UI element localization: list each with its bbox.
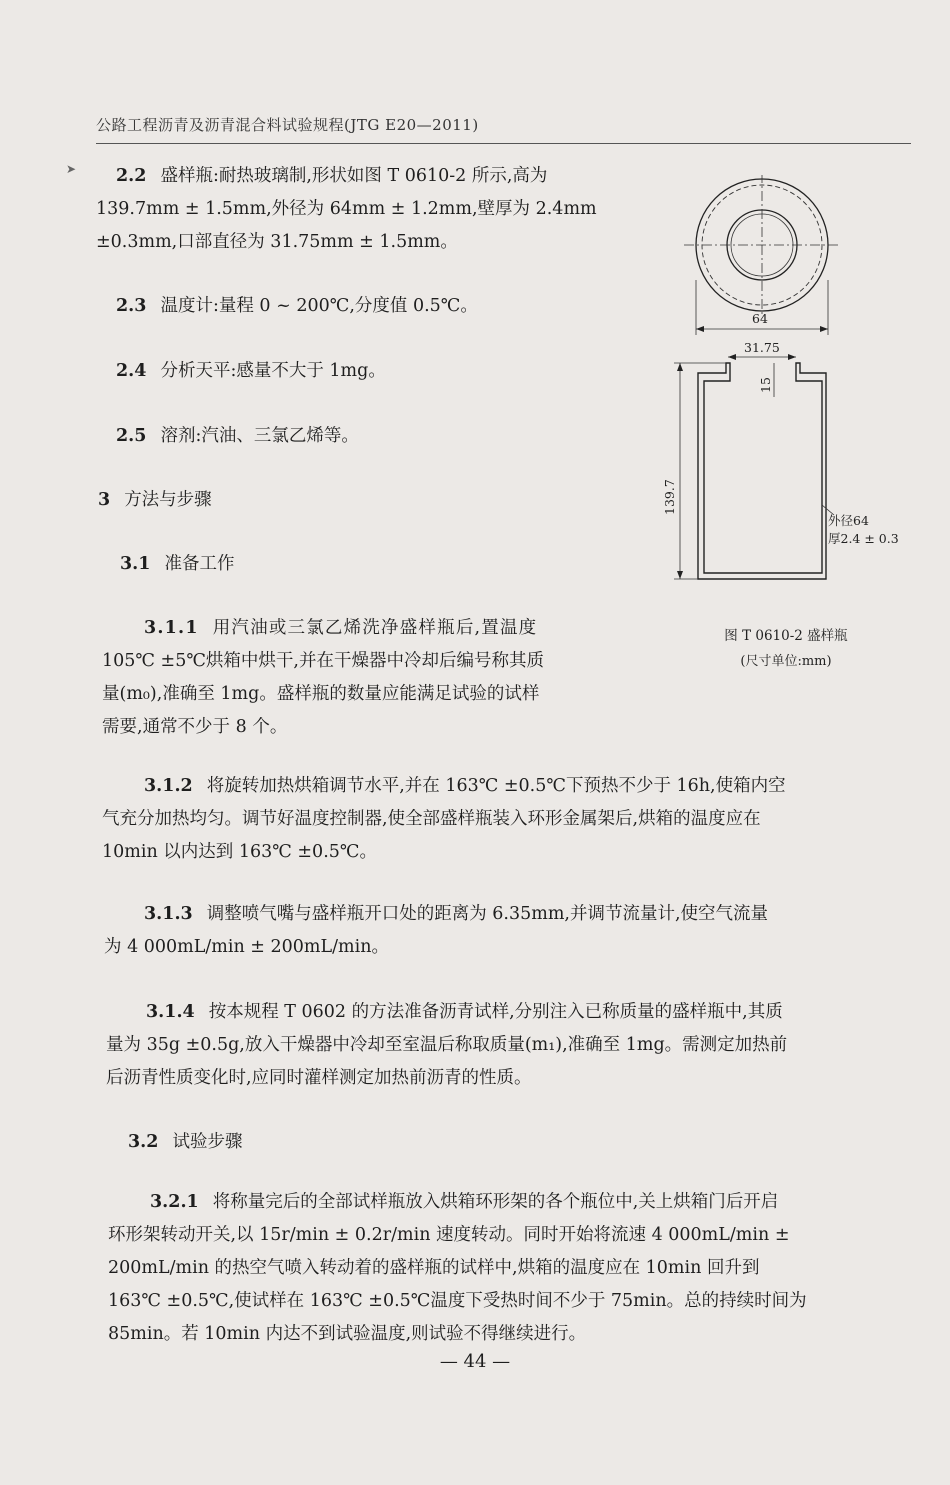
section-2-3 [116, 290, 478, 323]
section-3-1-1-line-1 [144, 612, 537, 645]
section-number: 3 [98, 490, 111, 510]
figure-caption: 图 T 0610-2 盛样瓶 [724, 628, 848, 644]
section-3-1-3-line-1 [144, 898, 768, 931]
arrow-icon [677, 571, 683, 579]
section-2-2-line-3: ±0.3mm,口部直径为 31.75mm ± 1.5mm。 [96, 232, 458, 252]
section-number: 3.1.4 [146, 1002, 195, 1022]
section-number: 3.1.2 [144, 776, 193, 796]
bottle-drawing [640, 175, 920, 675]
section-3-2-1-line-3: 200mL/min 的热空气喷入转动着的盛样瓶的试样中,烘箱的温度应在 10min 回升到 [108, 1258, 760, 1278]
section-3-1-1-line-2: 105℃ ±5℃烘箱中烘干,并在干燥器中冷却后编号称其质 [102, 651, 544, 671]
section-text: 溶剂:汽油、三氯乙烯等。 [160, 426, 359, 446]
section-2-5 [116, 420, 359, 453]
running-header: 公路工程沥青及沥青混合料试验规程(JTG E20—2011) [96, 116, 479, 134]
section-text: 温度计:量程 0 ~ 200℃,分度值 0.5℃。 [160, 296, 478, 316]
bottle-section [698, 363, 826, 579]
section-text: 将称量完后的全部试样瓶放入烘箱环形架的各个瓶位中,关上烘箱门后开启 [212, 1192, 779, 1212]
section-3-1-1-line-3: 量(m₀),准确至 1mg。盛样瓶的数量应能满足试验的试样 [102, 684, 540, 704]
section-number: 3.1 [120, 554, 151, 574]
dim-label-neck: 15 [758, 377, 773, 393]
dim-label-mouth: 31.75 [744, 340, 780, 355]
section-3-1-4-line-2: 量为 35g ±0.5g,放入干燥器中冷却至室温后称取质量(m₁),准确至 1mg。需测定加热前 [106, 1035, 788, 1055]
page-number: — 44 — [439, 1351, 511, 1372]
arrow-icon [820, 326, 828, 332]
section-3-1-3-line-2: 为 4 000mL/min ± 200mL/min。 [104, 937, 389, 957]
figure-sample-bottle [640, 175, 920, 675]
section-3-2-heading [128, 1126, 242, 1159]
section-2-2-line-2: 139.7mm ± 1.5mm,外径为 64mm ± 1.2mm,壁厚为 2.4mm [96, 199, 597, 219]
note-wall-thickness: 厚2.4 ± 0.3 [828, 531, 899, 546]
dim-label-height: 139.7 [662, 479, 677, 515]
section-number: 3.2 [128, 1132, 159, 1152]
figure-unit-note: (尺寸单位:mm) [740, 654, 832, 669]
section-number: 2.3 [116, 296, 147, 316]
section-text: 调整喷气嘴与盛样瓶开口处的距离为 6.35mm,并调节流量计,使空气流量 [206, 904, 769, 924]
section-3-1-4-line-1 [146, 996, 783, 1029]
section-3-1-heading [120, 548, 234, 581]
section-3-1-4-line-3: 后沥青性质变化时,应同时灌样测定加热前沥青的性质。 [106, 1068, 532, 1088]
section-number: 2.4 [116, 361, 147, 381]
arrow-icon [696, 326, 704, 332]
section-text: 盛样瓶:耐热玻璃制,形状如图 T 0610-2 所示,高为 [160, 166, 548, 186]
section-3-2-1-line-2: 环形架转动开关,以 15r/min ± 0.2r/min 速度转动。同时开始将流速 4 000mL/min ± [108, 1225, 790, 1245]
section-2-2-line-1 [116, 160, 547, 193]
section-3-heading [98, 484, 212, 517]
arrow-icon [728, 354, 736, 360]
margin-mark-icon: ➤ [66, 162, 77, 176]
section-3-2-1-line-4: 163℃ ±0.5℃,使试样在 163℃ ±0.5℃温度下受热时间不少于 75min。总的持续时间为 [108, 1291, 807, 1311]
section-number: 3.1.3 [144, 904, 193, 924]
section-number: 3.2.1 [150, 1192, 199, 1212]
section-text: 用汽油或三氯乙烯洗净盛样瓶后,置温度 [212, 618, 538, 638]
section-3-1-1-line-4: 需要,通常不少于 8 个。 [102, 717, 288, 737]
section-2-4 [116, 355, 386, 388]
section-3-1-2-line-2: 气充分加热均匀。调节好温度控制器,使全部盛样瓶装入环形金属架后,烘箱的温度应在 [102, 809, 761, 829]
section-3-1-2-line-3: 10min 以内达到 163℃ ±0.5℃。 [102, 842, 377, 862]
section-text: 按本规程 T 0602 的方法准备沥青试样,分别注入已称质量的盛样瓶中,其质 [208, 1002, 783, 1022]
section-3-2-1-line-1 [150, 1186, 778, 1219]
section-number: 3.1.1 [144, 618, 199, 638]
section-text: 将旋转加热烘箱调节水平,并在 163℃ ±0.5℃下预热不少于 16h,使箱内空 [206, 776, 786, 796]
arrow-icon [788, 354, 796, 360]
note-outer-diameter: 外径64 [828, 513, 869, 528]
section-text: 分析天平:感量不大于 1mg。 [160, 361, 386, 381]
section-text: 试验步骤 [172, 1132, 243, 1152]
section-3-2-1-line-5: 85min。若 10min 内达不到试验温度,则试验不得继续进行。 [108, 1324, 587, 1344]
section-text: 方法与步骤 [124, 490, 212, 510]
arrow-icon [677, 363, 683, 371]
section-number: 2.5 [116, 426, 147, 446]
header-rule [96, 143, 911, 144]
section-3-1-2-line-1 [144, 770, 786, 803]
section-text: 准备工作 [164, 554, 235, 574]
dim-label-outer: 64 [752, 311, 768, 326]
section-number: 2.2 [116, 166, 147, 186]
